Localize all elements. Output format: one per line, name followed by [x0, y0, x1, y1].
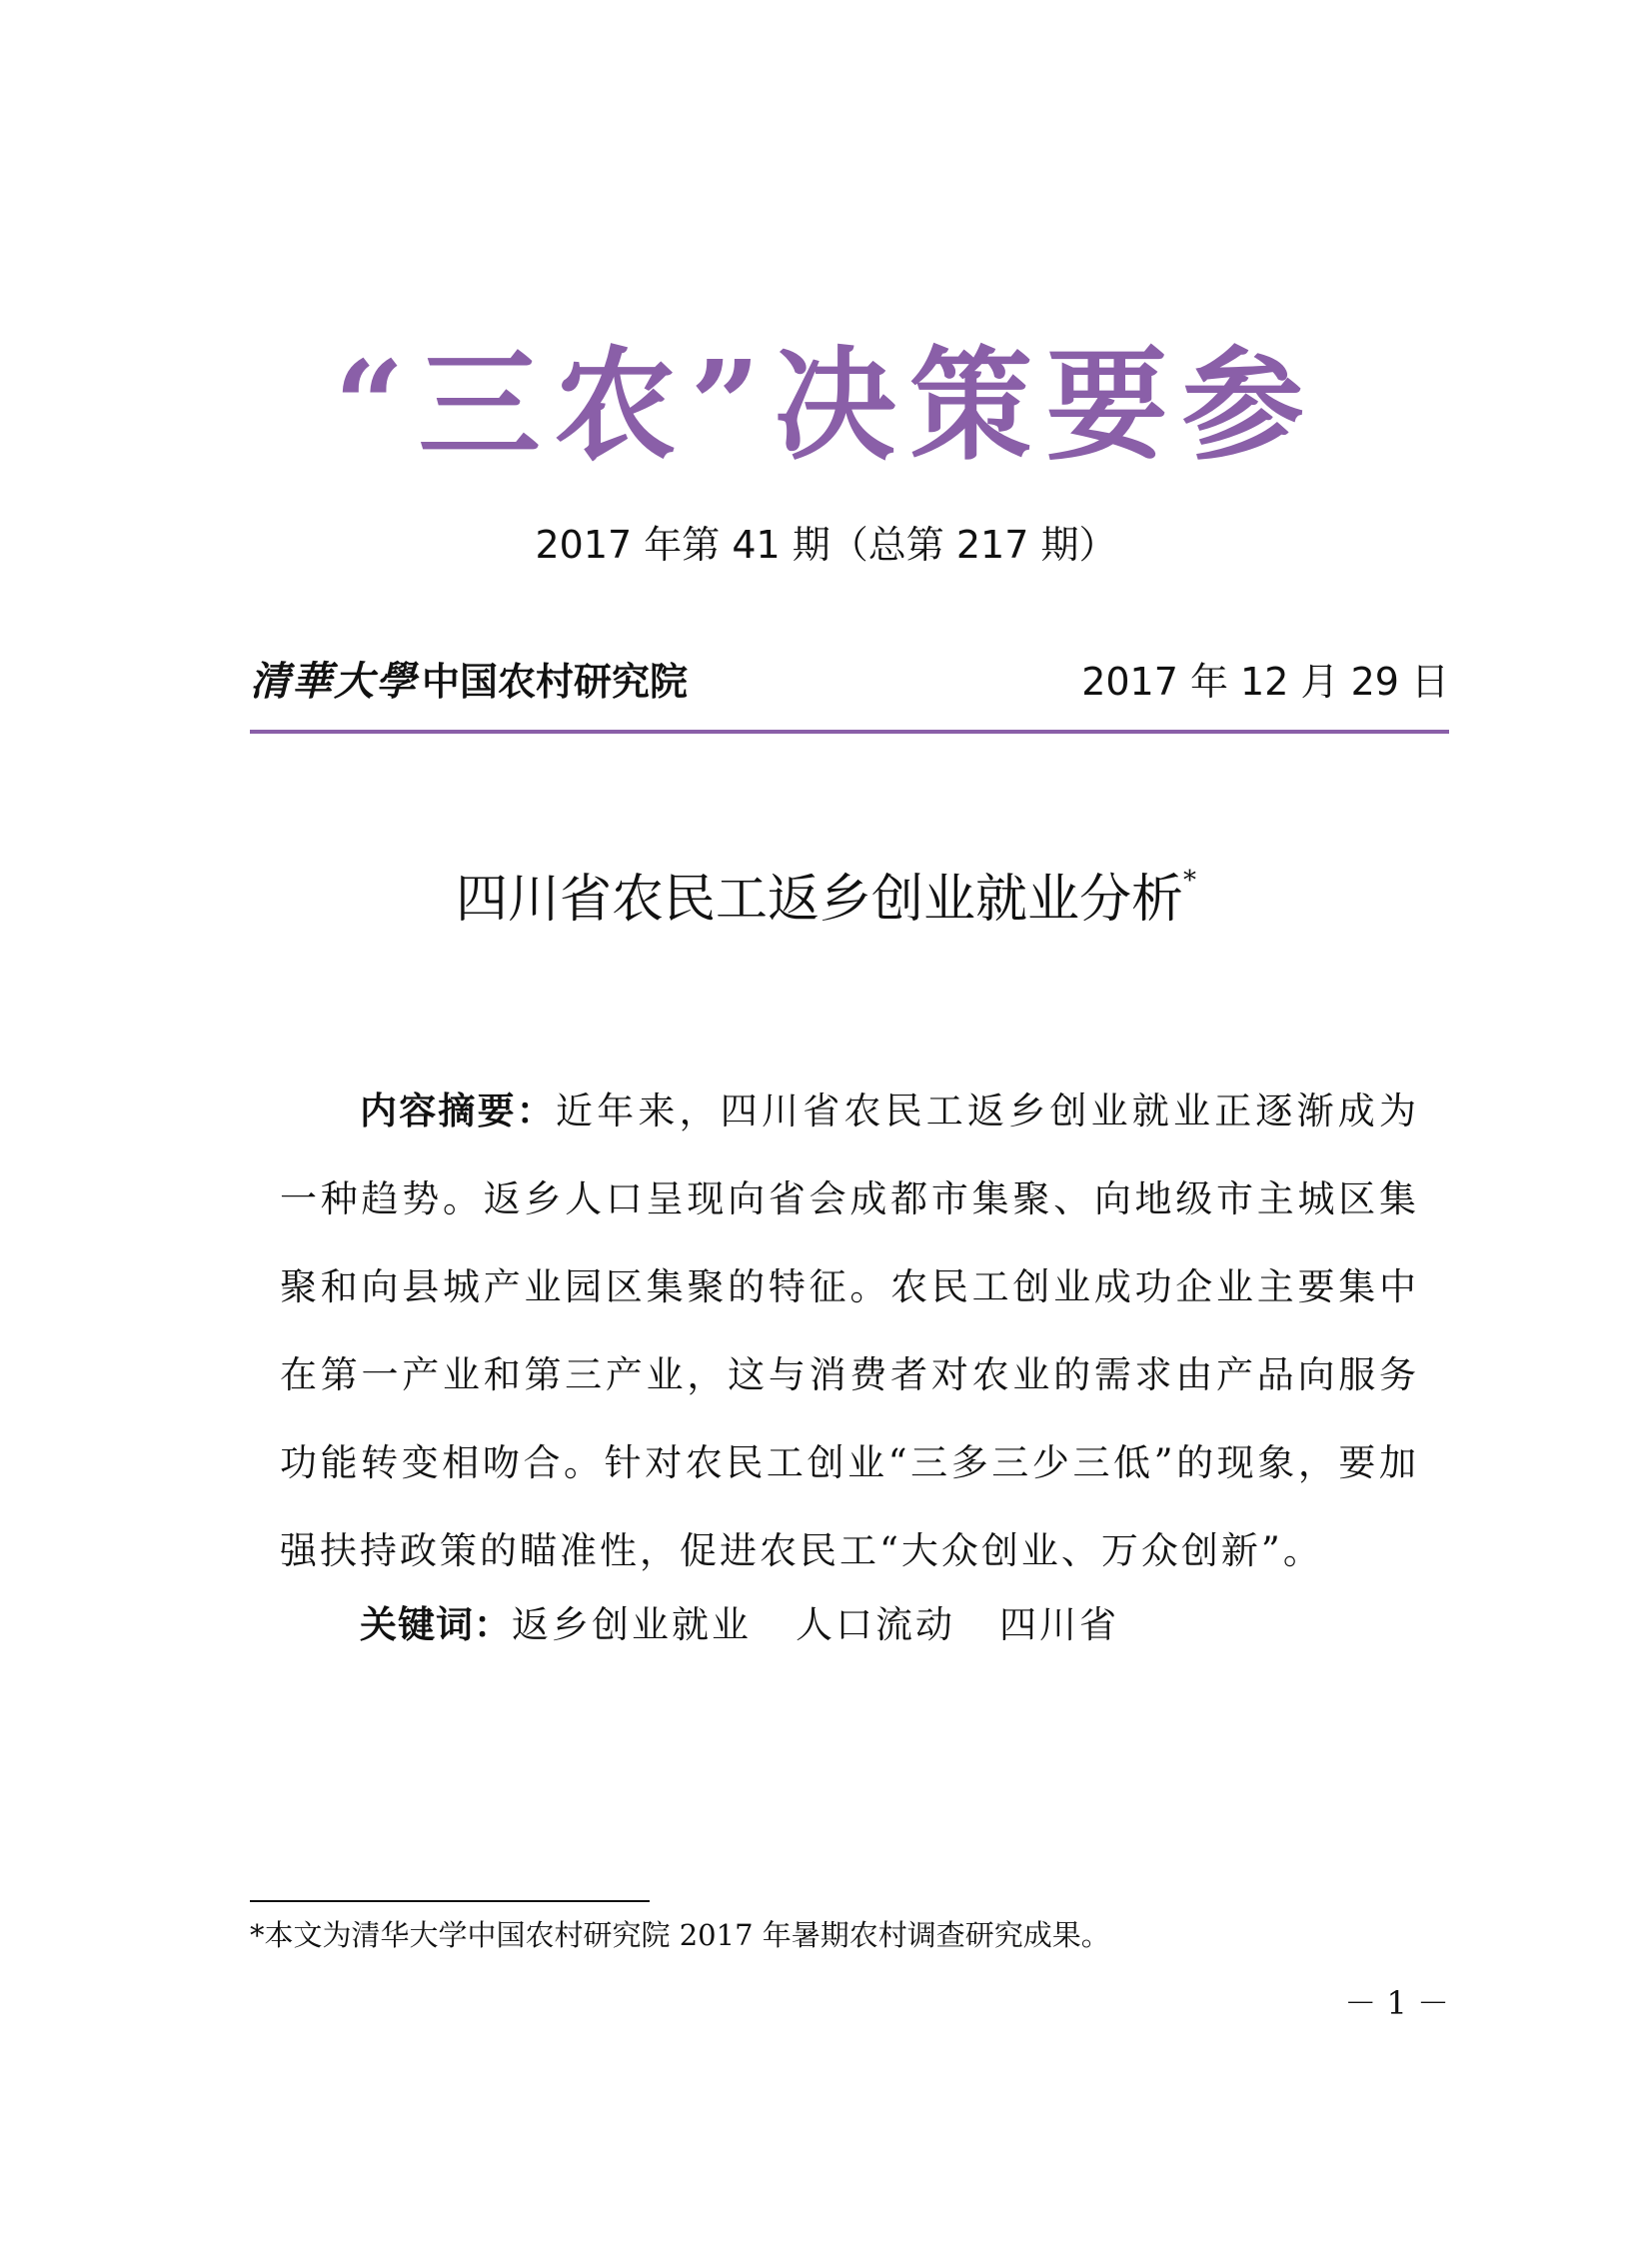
issue-date: 2017 年 12 月 29 日: [1081, 660, 1449, 704]
article-title: [0, 860, 1652, 940]
keyword-item: 人口流动: [796, 1603, 955, 1646]
keyword-item: 四川省: [999, 1603, 1119, 1646]
header-row: [250, 652, 1449, 712]
keyword-item: 返乡创业就业: [512, 1603, 752, 1646]
article-title-text: 四川省农民工返乡创业就业分析: [455, 870, 1183, 930]
institute-name: 中国农村研究院: [422, 659, 689, 704]
abstract-text: 近年来，四川省农民工返乡创业就业正逐渐成为一种趋势。返乡人口呈现向省会成都市集聚、向地级市主城区集聚和向县城产业园区集聚的特征。农民工创业成功企业主要集中在第一产业和第三产业，这与消费者对农业的需求由产品向服务功能转变相吻合。针对农民工创业“三多三少三低”的现象，要加强扶持政策的瞄准性，促进农民工“大众创业、万众创新”。: [280, 1090, 1419, 1572]
page-number: － 1 －: [1344, 1984, 1449, 2022]
abstract-label: 内容摘要：: [360, 1090, 556, 1132]
issue-number: 2017 年第 41 期（总第 217 期）: [535, 523, 1117, 567]
university-logo: 清華大學: [250, 658, 418, 705]
footnote: *本文为清华大学中国农村研究院 2017 年暑期农村调查研究成果。: [250, 1918, 1110, 1952]
footnote-divider: [250, 1900, 650, 1902]
keywords-line: [360, 1595, 1419, 1655]
keywords-label: 关键词：: [360, 1603, 512, 1646]
footnote-marker: *: [1183, 866, 1196, 896]
masthead-title: “三农”决策要参: [334, 333, 1318, 477]
abstract-paragraph: [280, 1068, 1419, 1595]
header-divider: [250, 730, 1449, 734]
